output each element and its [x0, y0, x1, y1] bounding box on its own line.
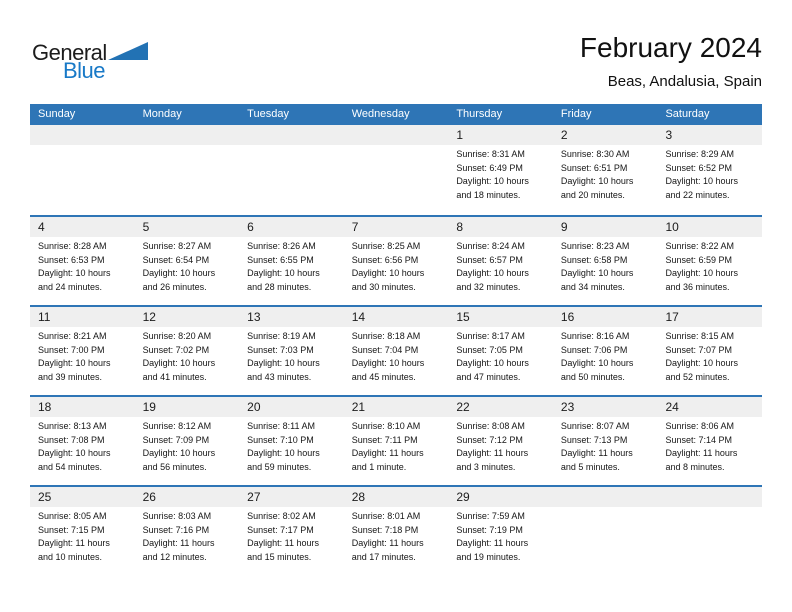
week-row-5: [30, 485, 762, 575]
sunset-text: Sunset: 7:19 PM: [456, 524, 523, 535]
sunset-text: Sunset: 7:11 PM: [351, 434, 418, 445]
day-details: [239, 237, 344, 294]
sunrise-text: Sunrise: 8:25 AM: [351, 241, 421, 251]
day-details: [135, 417, 240, 474]
daylight-text: Daylight: 11 hours and 15 minutes.: [247, 538, 320, 562]
day-details: [448, 145, 553, 202]
day-number: 27: [247, 490, 261, 504]
day-cell-26: [135, 487, 240, 575]
day-number: 9: [560, 220, 568, 234]
daylight-text: Daylight: 10 hours and 52 minutes.: [665, 358, 739, 382]
daylight-text: Daylight: 10 hours and 22 minutes.: [665, 176, 739, 200]
daylight-text: Daylight: 10 hours and 59 minutes.: [247, 448, 320, 472]
day-details: [135, 327, 240, 384]
day-cell-12: [135, 307, 240, 395]
calendar-title-block: [580, 32, 762, 90]
daylight-text: Daylight: 10 hours and 20 minutes.: [560, 176, 634, 200]
day-details: [448, 507, 553, 564]
day-cell-5: [135, 217, 240, 305]
day-details: [344, 327, 449, 384]
empty-day-cell: [135, 125, 240, 215]
calendar-grid: [30, 104, 762, 575]
sunset-text: Sunset: 7:06 PM: [560, 344, 628, 355]
sunrise-text: Sunrise: 8:20 AM: [142, 331, 212, 341]
week-row-1: [30, 125, 762, 215]
sunrise-text: Sunrise: 8:31 AM: [456, 149, 525, 159]
daylight-text: Daylight: 10 hours and 34 minutes.: [560, 268, 634, 292]
day-cell-20: [239, 397, 344, 485]
day-cell-25: [30, 487, 135, 575]
sunrise-text: Sunrise: 8:29 AM: [665, 149, 735, 159]
sunrise-text: Sunrise: 8:08 AM: [456, 421, 525, 431]
sunrise-text: Sunrise: 8:17 AM: [456, 331, 525, 341]
empty-day-cell: [553, 487, 658, 575]
weekday-header-tuesday: Tuesday: [247, 108, 289, 120]
day-details: [30, 327, 135, 384]
daylight-text: Daylight: 11 hours and 5 minutes.: [560, 448, 633, 472]
day-cell-10: [657, 217, 762, 305]
day-number: 23: [560, 400, 575, 414]
daylight-text: Daylight: 11 hours and 17 minutes.: [351, 538, 424, 562]
empty-day-cell: [30, 125, 135, 215]
day-number: 25: [38, 490, 52, 504]
day-number: 4: [38, 220, 45, 234]
daylight-text: Daylight: 10 hours and 28 minutes.: [247, 268, 320, 292]
daylight-text: Daylight: 11 hours and 10 minutes.: [38, 538, 110, 562]
sunrise-text: Sunrise: 8:01 AM: [351, 511, 421, 521]
sunset-text: Sunset: 7:12 PM: [456, 434, 523, 445]
weekday-header-sunday: Sunday: [38, 108, 76, 120]
sunrise-text: Sunrise: 8:26 AM: [247, 241, 316, 251]
day-number: 12: [142, 310, 156, 324]
month-title: February 2024: [579, 32, 762, 63]
day-details: [344, 237, 449, 294]
daylight-text: Daylight: 11 hours and 8 minutes.: [665, 448, 738, 472]
sunrise-text: Sunrise: 8:22 AM: [665, 241, 735, 251]
week-row-3: [30, 305, 762, 395]
sunrise-text: Sunrise: 8:16 AM: [560, 331, 630, 341]
sunset-text: Sunset: 6:55 PM: [247, 254, 314, 265]
day-cell-28: [344, 487, 449, 575]
day-number: 11: [38, 310, 51, 324]
sunrise-text: Sunrise: 8:02 AM: [247, 511, 316, 521]
day-details: [239, 507, 344, 564]
day-number: 14: [351, 310, 366, 324]
day-cell-15: [448, 307, 553, 395]
day-cell-11: [30, 307, 135, 395]
day-cell-22: [448, 397, 553, 485]
daylight-text: Daylight: 11 hours and 19 minutes.: [456, 538, 529, 562]
sunrise-text: Sunrise: 8:12 AM: [142, 421, 212, 431]
day-details: [30, 417, 135, 474]
day-number: 22: [456, 400, 470, 414]
sunrise-text: Sunrise: 8:18 AM: [351, 331, 421, 341]
day-number: 2: [560, 128, 568, 142]
empty-day-cell: [239, 125, 344, 215]
daylight-text: Daylight: 11 hours and 12 minutes.: [142, 538, 215, 562]
day-details: [135, 237, 240, 294]
weekday-header-row: [30, 104, 762, 125]
day-number: 13: [247, 310, 261, 324]
sunrise-text: Sunrise: 8:28 AM: [38, 241, 107, 251]
day-details: [553, 145, 658, 202]
sunset-text: Sunset: 7:10 PM: [247, 434, 314, 445]
sunset-text: Sunset: 6:58 PM: [560, 254, 628, 265]
logo-triangle-icon: [108, 42, 148, 60]
day-cell-29: [448, 487, 553, 575]
location-subtitle: Beas, Andalusia, Spain: [607, 73, 762, 90]
day-details: [553, 237, 658, 294]
sunset-text: Sunset: 7:16 PM: [142, 524, 210, 535]
weeks-container: [30, 125, 762, 575]
empty-day-cell: [657, 487, 762, 575]
sunset-text: Sunset: 6:54 PM: [142, 254, 210, 265]
day-number: 8: [456, 220, 463, 234]
daylight-text: Daylight: 10 hours and 56 minutes.: [142, 448, 216, 472]
sunrise-text: Sunrise: 8:13 AM: [38, 421, 107, 431]
day-number: 24: [665, 400, 679, 414]
sunrise-text: Sunrise: 8:05 AM: [38, 511, 107, 521]
sunset-text: Sunset: 7:04 PM: [351, 344, 419, 355]
sunrise-text: Sunrise: 8:24 AM: [456, 241, 525, 251]
day-cell-7: [344, 217, 449, 305]
day-details: [30, 507, 135, 564]
daylight-text: Daylight: 10 hours and 41 minutes.: [142, 358, 216, 382]
sunset-text: Sunset: 7:07 PM: [665, 344, 733, 355]
day-details: [448, 417, 553, 474]
daylight-text: Daylight: 10 hours and 32 minutes.: [456, 268, 529, 292]
day-number: 1: [456, 128, 463, 142]
sunset-text: Sunset: 7:09 PM: [142, 434, 210, 445]
sunrise-text: Sunrise: 8:03 AM: [142, 511, 212, 521]
week-row-2: [30, 215, 762, 305]
sunset-text: Sunset: 7:02 PM: [142, 344, 210, 355]
day-number: 21: [351, 400, 366, 414]
day-cell-14: [344, 307, 449, 395]
empty-day-cell: [344, 125, 449, 215]
sunset-text: Sunset: 6:49 PM: [456, 162, 523, 173]
daylight-text: Daylight: 10 hours and 30 minutes.: [351, 268, 425, 292]
day-number: 17: [665, 310, 679, 324]
general-blue-logo: [32, 38, 162, 88]
day-cell-1: [448, 125, 553, 215]
daylight-text: Daylight: 10 hours and 24 minutes.: [38, 268, 111, 292]
sunset-text: Sunset: 7:08 PM: [38, 434, 105, 445]
daylight-text: Daylight: 10 hours and 54 minutes.: [38, 448, 111, 472]
day-details: [657, 237, 762, 294]
sunrise-text: Sunrise: 8:11 AM: [247, 421, 316, 431]
day-cell-16: [553, 307, 658, 395]
weekday-header-friday: Friday: [560, 108, 592, 120]
sunset-text: Sunset: 7:15 PM: [38, 524, 105, 535]
day-cell-9: [553, 217, 658, 305]
sunset-text: Sunset: 6:57 PM: [456, 254, 523, 265]
day-number: 10: [665, 220, 679, 234]
sunset-text: Sunset: 6:56 PM: [351, 254, 419, 265]
logo-text-general: General: [32, 40, 107, 65]
daylight-text: Daylight: 10 hours and 39 minutes.: [38, 358, 111, 382]
sunrise-text: Sunrise: 8:21 AM: [38, 331, 107, 341]
week-row-4: [30, 395, 762, 485]
day-number: 29: [456, 490, 470, 504]
sunset-text: Sunset: 6:51 PM: [560, 162, 628, 173]
day-cell-21: [344, 397, 449, 485]
day-details: [30, 237, 135, 294]
sunset-text: Sunset: 7:00 PM: [38, 344, 105, 355]
day-details: [448, 237, 553, 294]
day-number: 26: [142, 490, 156, 504]
sunrise-text: Sunrise: 8:27 AM: [142, 241, 212, 251]
sunset-text: Sunset: 6:59 PM: [665, 254, 733, 265]
day-number: 15: [456, 310, 470, 324]
day-details: [553, 417, 658, 474]
day-cell-4: [30, 217, 135, 305]
sunset-text: Sunset: 7:18 PM: [351, 524, 419, 535]
day-details: [657, 417, 762, 474]
sunset-text: Sunset: 7:17 PM: [247, 524, 314, 535]
sunrise-text: Sunrise: 8:30 AM: [560, 149, 630, 159]
day-cell-24: [657, 397, 762, 485]
day-cell-27: [239, 487, 344, 575]
day-details: [448, 327, 553, 384]
day-details: [239, 417, 344, 474]
daylight-text: Daylight: 10 hours and 47 minutes.: [456, 358, 529, 382]
daylight-text: Daylight: 10 hours and 18 minutes.: [456, 176, 529, 200]
day-cell-6: [239, 217, 344, 305]
day-number: 7: [351, 220, 359, 234]
day-cell-18: [30, 397, 135, 485]
day-details: [135, 507, 240, 564]
day-cell-13: [239, 307, 344, 395]
day-number: 19: [142, 400, 156, 414]
sunrise-text: Sunrise: 8:10 AM: [351, 421, 421, 431]
day-number: 28: [351, 490, 366, 504]
sunset-text: Sunset: 7:05 PM: [456, 344, 523, 355]
sunset-text: Sunset: 7:03 PM: [247, 344, 314, 355]
sunrise-text: Sunrise: 8:23 AM: [560, 241, 630, 251]
day-number: 20: [247, 400, 261, 414]
daylight-text: Daylight: 11 hours and 3 minutes.: [456, 448, 529, 472]
sunrise-text: Sunrise: 8:15 AM: [665, 331, 735, 341]
day-details: [344, 507, 449, 564]
daylight-text: Daylight: 10 hours and 43 minutes.: [247, 358, 320, 382]
day-cell-19: [135, 397, 240, 485]
day-details: [657, 145, 762, 202]
day-cell-17: [657, 307, 762, 395]
day-cell-23: [553, 397, 658, 485]
weekday-header-wednesday: Wednesday: [351, 108, 410, 120]
day-cell-3: [657, 125, 762, 215]
sunset-text: Sunset: 6:52 PM: [665, 162, 733, 173]
daylight-text: Daylight: 10 hours and 26 minutes.: [142, 268, 216, 292]
day-number: 6: [247, 220, 254, 234]
day-details: [239, 327, 344, 384]
day-details: [553, 327, 658, 384]
day-details: [657, 327, 762, 384]
weekday-header-saturday: Saturday: [665, 108, 710, 120]
daylight-text: Daylight: 10 hours and 50 minutes.: [560, 358, 634, 382]
logo-text-blue: Blue: [63, 58, 106, 83]
daylight-text: Daylight: 10 hours and 36 minutes.: [665, 268, 739, 292]
weekday-header-monday: Monday: [142, 108, 182, 120]
sunset-text: Sunset: 7:14 PM: [665, 434, 733, 445]
sunrise-text: Sunrise: 7:59 AM: [456, 511, 525, 521]
day-number: 5: [142, 220, 150, 234]
sunrise-text: Sunrise: 8:19 AM: [247, 331, 316, 341]
sunrise-text: Sunrise: 8:07 AM: [560, 421, 630, 431]
sunset-text: Sunset: 7:13 PM: [560, 434, 628, 445]
day-number: 3: [665, 128, 673, 142]
day-cell-8: [448, 217, 553, 305]
day-details: [344, 417, 449, 474]
day-number: 16: [560, 310, 575, 324]
daylight-text: Daylight: 10 hours and 45 minutes.: [351, 358, 425, 382]
day-cell-2: [553, 125, 658, 215]
sunset-text: Sunset: 6:53 PM: [38, 254, 105, 265]
weekday-header-thursday: Thursday: [456, 108, 503, 120]
day-number: 18: [38, 400, 52, 414]
daylight-text: Daylight: 11 hours and 1 minute.: [351, 448, 424, 472]
sunrise-text: Sunrise: 8:06 AM: [665, 421, 735, 431]
